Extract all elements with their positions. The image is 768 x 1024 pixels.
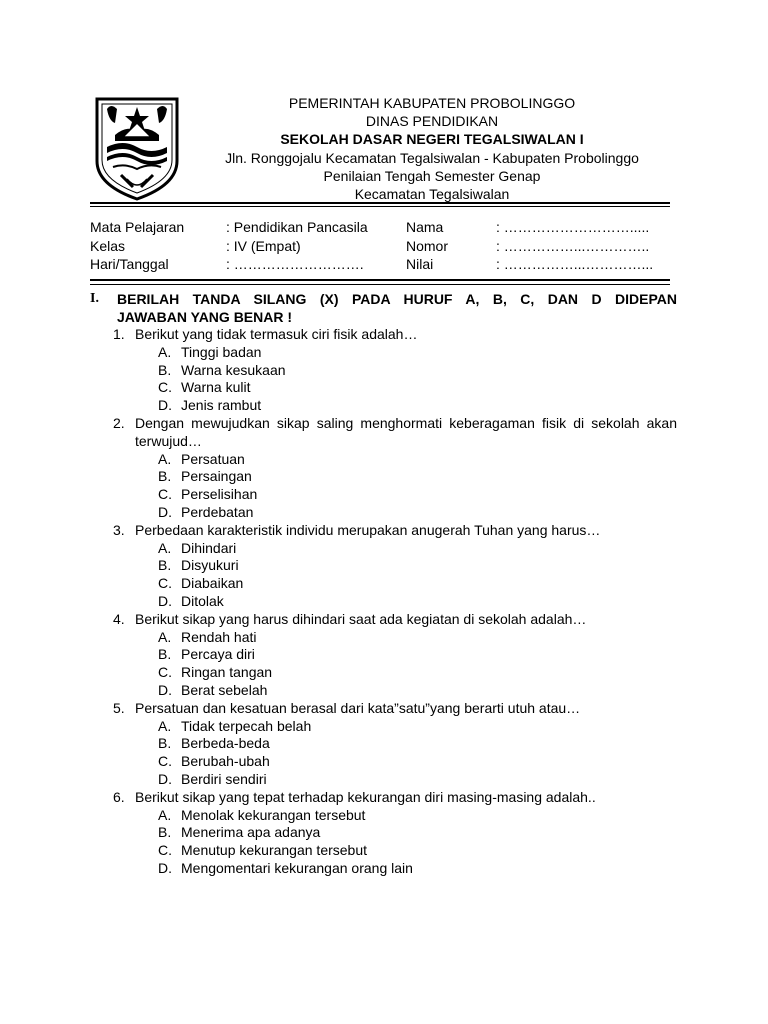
option-letter: A. [158, 717, 172, 734]
exam-title: Penilaian Tengah Semester Genap [323, 167, 541, 184]
option-letter: C. [158, 379, 172, 396]
question-text: Dengan mewujudkan sikap saling menghormati keberagaman fisik di sekolah akan terwujud… [135, 414, 677, 449]
question-text: Berikut sikap yang harus dihindari saat ada kegiatan di sekolah adalah… [135, 610, 587, 627]
option-letter: C. [158, 753, 172, 770]
option-text: Disyukuri [181, 557, 239, 574]
option-letter: D. [158, 503, 172, 520]
option-letter: B. [158, 361, 172, 378]
answer-option[interactable] [90, 451, 677, 469]
question-text: Perbedaan karakteristik individu merupakan anugerah Tuhan yang harus… [135, 521, 601, 538]
option-letter: B. [158, 557, 172, 574]
question-item [90, 789, 677, 878]
question-item [90, 700, 677, 789]
score-label: Nilai [406, 256, 434, 272]
option-text: Rendah hati [181, 628, 257, 645]
answer-option[interactable] [90, 362, 677, 380]
answer-option[interactable] [90, 468, 677, 486]
option-letter: D. [158, 859, 172, 876]
option-letter: A. [158, 450, 172, 467]
identity-row [90, 255, 690, 274]
option-text: Warna kulit [181, 379, 251, 396]
answer-option[interactable] [90, 593, 677, 611]
answer-option[interactable] [90, 646, 677, 664]
option-letter: B. [158, 646, 172, 663]
option-text: Berbeda-beda [181, 735, 270, 752]
identity-row [90, 237, 690, 256]
option-text: Ditolak [181, 592, 224, 609]
answer-option[interactable] [90, 807, 677, 825]
option-letter: B. [158, 824, 172, 841]
option-text: Diabaikan [181, 575, 244, 592]
score-field: : ……………...…………... [496, 256, 654, 272]
student-identity-block [90, 218, 690, 274]
option-letter: A. [158, 806, 172, 823]
option-text: Tinggi badan [181, 343, 262, 360]
number-label: Nomor [406, 237, 449, 254]
answer-option[interactable] [90, 557, 677, 575]
option-text: Perselisihan [181, 486, 258, 503]
question-list [90, 326, 677, 878]
government-name: PEMERINTAH KABUPATEN PROBOLINGGO [288, 95, 576, 111]
answer-option[interactable] [90, 540, 677, 558]
letterhead [190, 94, 674, 203]
option-letter: D. [158, 681, 172, 698]
option-text: Berat sebelah [181, 681, 268, 698]
question-number: 3. [113, 521, 125, 538]
option-text: Menolak kekurangan tersebut [181, 806, 366, 823]
instruction-line-1: BERILAH TANDA SILANG (X) PADA HURUF A, B, C, DAN D DIDEPAN [117, 291, 677, 307]
question-item [90, 326, 677, 415]
option-letter: B. [158, 468, 172, 485]
regency-crest-logo [93, 95, 181, 201]
answer-option[interactable] [90, 824, 677, 842]
answer-option[interactable] [90, 682, 677, 700]
answer-option[interactable] [90, 735, 677, 753]
question-number: 4. [113, 610, 125, 627]
answer-option[interactable] [90, 575, 677, 593]
identity-divider-thin [90, 284, 670, 285]
section-number: I. [90, 291, 99, 306]
identity-row [90, 218, 690, 237]
option-text: Ringan tangan [181, 664, 273, 681]
class-label: Kelas [90, 237, 126, 254]
option-letter: A. [158, 539, 172, 556]
date-field: : ………………………. [226, 256, 364, 272]
option-text: Percaya diri [181, 646, 255, 663]
option-letter: A. [158, 343, 172, 360]
question-number: 6. [113, 788, 125, 805]
option-text: Perdebatan [181, 503, 254, 520]
subject-value: : Pendidikan Pancasila [226, 219, 368, 235]
section-multiple-choice [90, 290, 677, 878]
district-name: Kecamatan Tegalsiwalan [354, 186, 510, 203]
identity-divider-thick [90, 279, 670, 281]
option-text: Warna kesukaan [181, 361, 286, 378]
option-letter: D. [158, 397, 172, 414]
answer-option[interactable] [90, 860, 677, 878]
school-name: SEKOLAH DASAR NEGERI TEGALSIWALAN I [280, 131, 584, 148]
question-item [90, 415, 677, 522]
question-item [90, 522, 677, 611]
option-text: Mengomentari kekurangan orang lain [181, 859, 413, 876]
answer-option[interactable] [90, 629, 677, 647]
header-divider-thin [90, 206, 670, 207]
name-label: Nama [406, 219, 444, 235]
answer-option[interactable] [90, 753, 677, 771]
question-text: Berikut sikap yang tepat terhadap kekurangan diri masing-masing adalah.. [135, 788, 596, 805]
option-letter: C. [158, 486, 172, 503]
department-name: DINAS PENDIDIKAN [365, 113, 499, 130]
answer-option[interactable] [90, 664, 677, 682]
section-heading [90, 290, 677, 326]
option-letter: B. [158, 735, 172, 752]
option-letter: D. [158, 592, 172, 609]
option-letter: A. [158, 628, 172, 645]
answer-option[interactable] [90, 504, 677, 522]
answer-option[interactable] [90, 842, 677, 860]
answer-option[interactable] [90, 379, 677, 397]
question-number: 5. [113, 699, 125, 716]
name-field: : ………………………..... [496, 219, 650, 235]
answer-option[interactable] [90, 486, 677, 504]
option-letter: C. [158, 664, 172, 681]
question-text: Berikut yang tidak termasuk ciri fisik adalah… [135, 326, 418, 342]
date-label: Hari/Tanggal [90, 256, 169, 272]
option-text: Berdiri sendiri [181, 770, 267, 787]
option-text: Menutup kekurangan tersebut [181, 842, 368, 859]
option-text: Jenis rambut [181, 397, 262, 414]
option-text: Tidak terpecah belah [181, 717, 312, 734]
option-text: Dihindari [181, 539, 237, 556]
instruction-line-2: JAWABAN YANG BENAR ! [117, 309, 293, 325]
section-instruction [117, 290, 677, 326]
answer-option[interactable] [90, 397, 677, 415]
answer-option[interactable] [90, 344, 677, 362]
option-letter: D. [158, 770, 172, 787]
school-address: Jln. Ronggojalu Kecamatan Tegalsiwalan - Kabupaten Probolinggo [225, 149, 639, 166]
option-text: Berubah-ubah [181, 753, 270, 770]
option-text: Persaingan [181, 468, 252, 485]
class-value: : IV (Empat) [226, 237, 301, 254]
option-text: Menerima apa adanya [181, 824, 321, 841]
option-letter: C. [158, 842, 172, 859]
number-field: : ……………...………….. [496, 237, 650, 254]
option-letter: C. [158, 575, 172, 592]
answer-option[interactable] [90, 771, 677, 789]
answer-option[interactable] [90, 718, 677, 736]
question-item [90, 611, 677, 700]
subject-label: Mata Pelajaran [90, 219, 185, 235]
question-number: 2. [113, 414, 125, 431]
question-text: Persatuan dan kesatuan berasal dari kata”satu”yang berarti utuh atau… [135, 699, 581, 716]
option-text: Persatuan [181, 450, 245, 467]
question-number: 1. [113, 326, 125, 342]
header-divider-thick [90, 202, 670, 204]
